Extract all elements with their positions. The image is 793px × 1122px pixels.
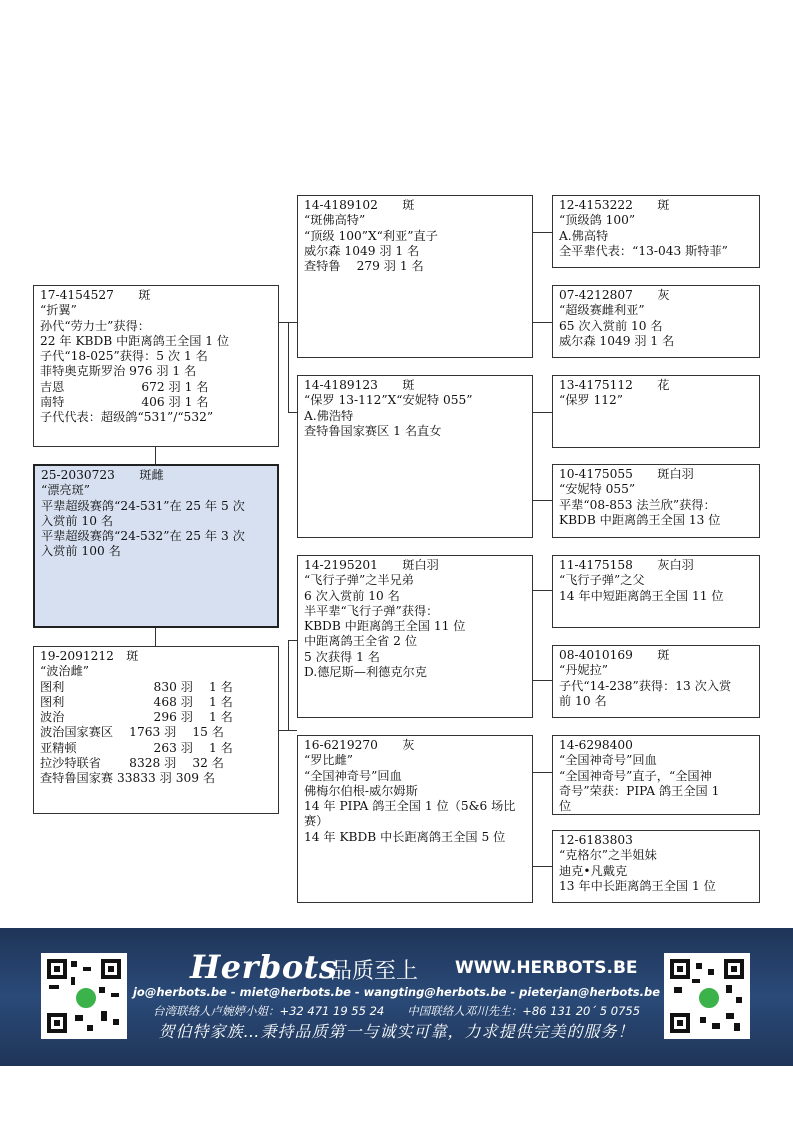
website-link[interactable]: WWW.HERBOTS.BE [455,958,638,978]
achievement-line: 亚精顿 263 羽 1 名 [40,740,233,755]
achievement-line: “全国神奇号”回血 [304,768,402,783]
achievement-line: 佛梅尔伯根-威尔姆斯 [304,783,418,798]
bird-info-line: “折翼” [40,303,77,318]
ring-number: 14-6298400 [559,738,633,752]
connector-line [288,412,297,413]
achievement-line: 位 [559,799,572,814]
achievement-line: 14 年 KBDB 中长距离鸽王全国 5 位 [304,829,506,844]
ring-number: 10-4175055 斑白羽 [559,467,694,481]
achievement-line: 南特 406 羽 1 名 [40,395,209,410]
sire-dam-dam-card[interactable] [552,464,760,538]
connector-line [533,680,552,681]
achievement-line: 平辈“08-853 法兰欣”获得： [559,497,716,512]
achievement-line: 查特鲁国家赛 33833 羽 309 名 [40,771,216,786]
achievement-line: 菲特奥克斯罗治 976 羽 1 名 [40,364,197,379]
ring-number: 07-4212807 灰 [559,288,670,302]
achievement-line: 子代代表：超级鸽“531”/“532” [40,410,214,425]
connector-line [288,640,297,641]
bird-info-line: “漂亮斑” [41,483,91,498]
sire-dam-sire-card[interactable] [552,375,760,448]
dam-sire-dam-card[interactable] [552,645,760,718]
contact-emails[interactable]: jo@herbots.be - miet@herbots.be - wangting@herbots.be - pieterjan@herbots.be [132,985,661,999]
connector-line [155,628,156,646]
connector-line [533,590,552,591]
connector-line [533,866,552,867]
dam-dam-card[interactable] [297,735,533,903]
bird-info-line: “波治雌” [40,664,90,679]
achievement-line: KBDB 中距离鸽王全国 13 位 [559,512,721,527]
bird-info-line: “顶级鸽 100” [559,213,636,228]
bird-info-line: “飞行子弹”之父 [559,573,645,588]
bird-info-line: “丹妮拉” [559,663,609,678]
achievement-line: KBDB 中距离鸽王全国 11 位 [304,619,466,634]
achievement-line: 平辈超级赛鸽“24-531”在 25 年 5 次 [41,498,245,513]
ring-number: 12-4153222 斑 [559,198,670,212]
achievement-line: 图利 830 羽 1 名 [40,679,233,694]
dam-card[interactable] [33,646,279,814]
achievement-line: 赛） [304,814,329,829]
achievement-line: 半平辈“飞行子弹”获得： [304,603,439,618]
ring-number: 14-4189102 斑 [304,198,415,212]
achievement-line: 22 年 KBDB 中距离鸽王全国 1 位 [40,333,230,348]
connector-line [155,447,156,464]
ring-number: 13-4175112 花 [559,378,670,392]
ring-number: 25-2030723 斑雌 [41,468,164,482]
achievement-line: 威尔森 1049 羽 1 名 [559,333,675,348]
sire-sire-dam-card[interactable] [552,285,760,358]
achievement-line: 65 次入赏前 10 名 [559,318,663,333]
connector-line [533,232,552,233]
achievement-line: 平辈超级赛鸽“24-532”在 25 年 3 次 [41,529,245,544]
bird-info-line: “保罗 13-112”X“安妮特 055” [304,393,473,408]
achievement-line: 14 年中短距离鸽王全国 11 位 [559,588,724,603]
ring-number: 16-6219270 灰 [304,738,415,752]
achievement-line: 奇号”荣获：PIPA 鸽王全国 1 [559,783,720,798]
achievement-line: 入赏前 10 名 [41,513,114,528]
dam-sire-sire-card[interactable] [552,555,760,628]
achievement-line: 前 10 名 [559,693,607,708]
connector-line [533,322,552,323]
achievement-line: 入赏前 100 名 [41,544,121,559]
achievement-line: 迪克•凡戴克 [559,863,628,878]
achievement-line: A.佛高特 [559,228,609,243]
bird-info-line: “保罗 112” [559,393,623,408]
achievement-line: 中距离鸽王全省 2 位 [304,634,418,649]
achievement-line: 5 次获得 1 名 [304,649,380,664]
ring-number: 14-4189123 斑 [304,378,415,392]
achievement-line: 全平辈代表：“13-043 斯特菲” [559,243,728,258]
ring-number: 17-4154527 斑 [40,288,151,302]
sire-sire-sire-card[interactable] [552,195,760,268]
connector-line [533,412,552,413]
achievement-line: 波治 296 羽 1 名 [40,710,233,725]
achievement-line: 子代“14-238”获得：13 次入赏 [559,678,732,693]
connector-line [279,730,297,731]
bird-info-line: “罗比雌” [304,753,354,768]
bird-info-line: “斑佛高特” [304,213,366,228]
dam-dam-sire-card[interactable] [552,735,760,815]
bird-info-line: “超级赛雌利亚” [559,303,645,318]
achievement-line: 波治国家赛区 1763 羽 15 名 [40,725,224,740]
connector-line [288,322,289,412]
brand-slogan: 品质至上 [330,959,419,984]
achievement-line: 威尔森 1049 羽 1 名 [304,243,420,258]
achievement-line: 查特鲁 279 羽 1 名 [304,259,424,274]
achievement-line: 吉恩 672 羽 1 名 [40,379,209,394]
connector-line [288,640,289,730]
achievement-line: 查特鲁国家赛区 1 名直女 [304,423,442,438]
bird-info-line: “全国神奇号”回血 [559,753,657,768]
achievement-line: 图利 468 羽 1 名 [40,694,233,709]
achievement-line: 孙代“劳力士”获得： [40,318,150,333]
sire-sire-card[interactable] [297,195,533,358]
ring-number: 19-2091212 斑 [40,649,139,663]
sire-dam-card[interactable] [297,375,533,538]
ring-number: 14-2195201 斑白羽 [304,558,439,572]
ring-number: 08-4010169 斑 [559,648,670,662]
bird-info-line: “飞行子弹”之半兄弟 [304,573,414,588]
achievement-line: 6 次入赏前 10 名 [304,588,400,603]
ring-number: 12-6183803 [559,833,633,847]
ring-number: 11-4175158 灰白羽 [559,558,694,572]
bird-info-line: “克格尔”之半姐妹 [559,848,657,863]
connector-line [533,772,552,773]
achievement-line: A.佛浩特 [304,408,354,423]
footer-motto: 贺伯特家族…秉持品质第一与诚实可靠，力求提供完美的服务！ [158,1022,635,1041]
bird-info-line: “安妮特 055” [559,482,636,497]
brand-logo: Herbots [190,948,338,986]
achievement-line: 13 年中长距离鸽王全国 1 位 [559,878,716,893]
dam-sire-card[interactable] [297,555,533,718]
achievement-line: D.德尼斯—利德克尔克 [304,665,427,680]
sire-card[interactable] [33,285,279,447]
dam-dam-dam-card[interactable] [552,830,760,903]
achievement-line: 14 年 PIPA 鸽王全国 1 位（5&6 场比 [304,799,516,814]
achievement-line: 子代“18-025”获得：5 次 1 名 [40,349,208,364]
subject-bird-card[interactable] [33,464,279,628]
achievement-line: “顶级 100”X“利亚”直子 [304,228,438,243]
achievement-line: 拉沙特联省 8328 羽 32 名 [40,756,224,771]
contact-phones: 台湾联络人卢婉婷小姐：+32 471 19 55 24 中国联络人邓川先生：+86 131 20´ 5 0755 [152,1004,641,1018]
achievement-line: “全国神奇号”直子，“全国神 [559,768,712,783]
connector-line [533,500,552,501]
